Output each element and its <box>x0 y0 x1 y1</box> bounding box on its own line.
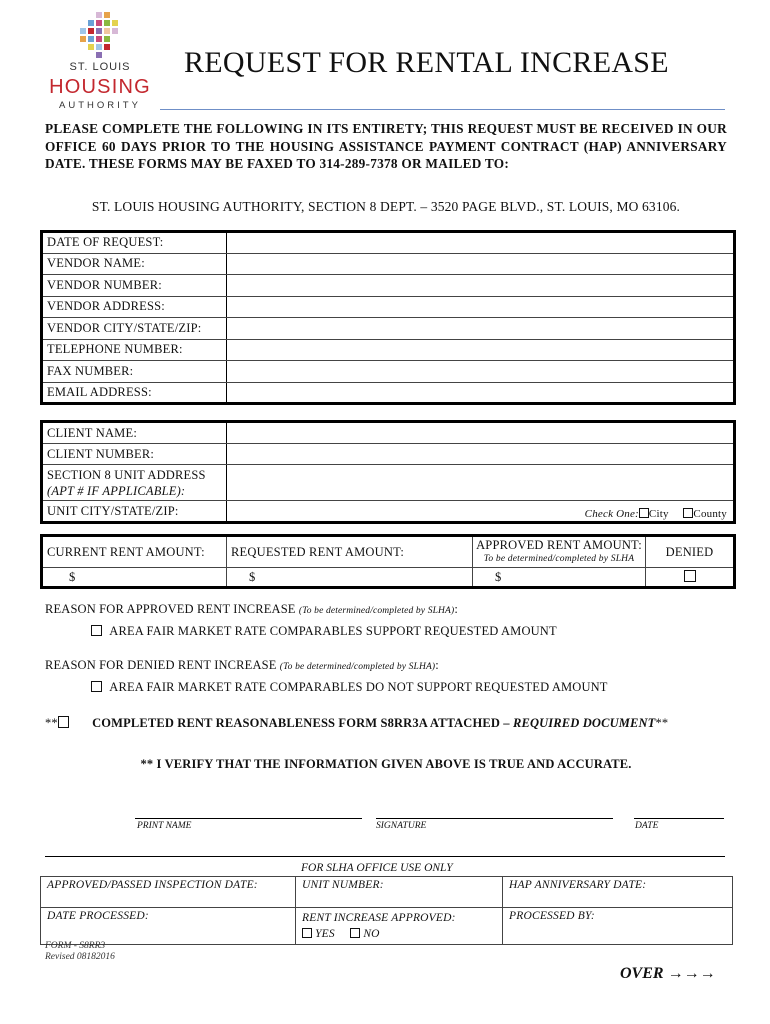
signature-line[interactable] <box>376 818 613 819</box>
requested-rent-currency: $ <box>249 569 256 584</box>
reasonableness-checkbox[interactable] <box>58 716 69 728</box>
denied-reason-colon: : <box>435 658 439 672</box>
approved-reason-label: REASON FOR APPROVED RENT INCREASE <box>45 602 296 616</box>
logo-tile <box>80 28 86 34</box>
denied-checkbox[interactable] <box>684 570 696 582</box>
client-number-field[interactable] <box>227 444 735 465</box>
hap-anniversary-date-label: HAP ANNIVERSARY DATE: <box>503 877 733 908</box>
date-of-request-field[interactable] <box>227 232 735 254</box>
reasonableness-end-stars: ** <box>655 716 669 730</box>
logo-tile <box>104 36 110 42</box>
unit-address-note: (APT # IF APPLICABLE): <box>47 483 186 498</box>
city-option-label: City <box>648 508 669 520</box>
no-checkbox[interactable] <box>350 928 360 938</box>
verification-statement: ** I VERIFY THAT THE INFORMATION GIVEN ABOVE IS TRUE AND ACCURATE. <box>140 757 632 771</box>
date-of-request-label: DATE OF REQUEST: <box>42 232 227 254</box>
form-number: FORM - S8RR3 <box>45 941 106 951</box>
logo-mark <box>76 12 124 62</box>
requested-rent-field[interactable] <box>227 568 473 588</box>
current-rent-field[interactable] <box>42 568 227 588</box>
city-county-selector <box>585 508 727 520</box>
reasonableness-text: COMPLETED RENT REASONABLENESS FORM S8RR3A ATTACHED – <box>92 716 513 730</box>
unit-address-label-text: SECTION 8 UNIT ADDRESS <box>47 467 206 482</box>
client-name-field[interactable] <box>227 422 735 444</box>
approved-inspection-date-label: APPROVED/PASSED INSPECTION DATE: <box>41 877 296 908</box>
logo-tile <box>96 20 102 26</box>
approved-rent-field[interactable] <box>473 568 646 588</box>
unit-number-label: UNIT NUMBER: <box>296 877 503 908</box>
vendor-city-state-zip-field[interactable] <box>227 318 735 340</box>
logo-tile <box>88 28 94 34</box>
logo-tile <box>96 36 102 42</box>
unit-city-state-zip-label: UNIT CITY/STATE/ZIP: <box>42 501 227 523</box>
vendor-city-state-zip-label: VENDOR CITY/STATE/ZIP: <box>42 318 227 340</box>
denied-reason-label: REASON FOR DENIED RENT INCREASE <box>45 658 277 672</box>
logo-tile <box>88 36 94 42</box>
email-address-label: EMAIL ADDRESS: <box>42 382 227 404</box>
approved-reason-note: (To be determined/completed by SLHA) <box>298 606 455 616</box>
vendor-address-label: VENDOR ADDRESS: <box>42 296 227 318</box>
logo-tile <box>96 28 102 34</box>
title-divider <box>160 109 725 110</box>
approved-rent-header <box>473 536 646 568</box>
logo-tile <box>96 52 102 58</box>
office-use-divider <box>45 856 725 857</box>
logo-tile <box>88 20 94 26</box>
current-rent-label: CURRENT RENT AMOUNT: <box>42 536 227 568</box>
fax-number-label: FAX NUMBER: <box>42 361 227 383</box>
logo-tile <box>104 28 110 34</box>
mailing-address: ST. LOUIS HOUSING AUTHORITY, SECTION 8 DEPT. – 3520 PAGE BLVD., ST. LOUIS, MO 63106. <box>91 199 681 214</box>
fax-number-field[interactable] <box>227 361 735 383</box>
logo-tile <box>112 28 118 34</box>
approved-rent-label: APPROVED RENT AMOUNT: <box>476 538 642 552</box>
denied-reason-note: (To be determined/completed by SLHA) <box>279 662 436 672</box>
logo-tile <box>112 20 118 26</box>
rent-increase-approved-label: RENT INCREASE APPROVED: <box>302 912 456 924</box>
processed-by-label: PROCESSED BY: <box>503 908 733 945</box>
logo-tile <box>104 20 110 26</box>
vendor-number-label: VENDOR NUMBER: <box>42 275 227 297</box>
rent-increase-approved-cell <box>296 908 503 945</box>
over-indicator: OVER →→→ <box>620 965 716 982</box>
client-info-table <box>40 420 736 524</box>
rent-amount-table <box>40 534 736 589</box>
approved-reason-option-text: AREA FAIR MARKET RATE COMPARABLES SUPPORT REQUESTED AMOUNT <box>109 624 557 638</box>
yes-checkbox[interactable] <box>302 928 312 938</box>
form-identifier <box>45 941 115 963</box>
denied-reason-checkbox[interactable] <box>91 681 102 692</box>
reasonableness-required: REQUIRED DOCUMENT <box>512 716 656 730</box>
client-name-label: CLIENT NAME: <box>42 422 227 444</box>
form-revision: Revised 08182016 <box>45 952 115 962</box>
vendor-number-field[interactable] <box>227 275 735 297</box>
vendor-info-table <box>40 230 736 405</box>
logo-tile <box>80 36 86 42</box>
signature-caption: SIGNATURE <box>376 821 427 831</box>
approved-rent-currency: $ <box>495 569 502 584</box>
date-processed-label: DATE PROCESSED: <box>41 908 296 945</box>
date-caption: DATE <box>635 821 659 831</box>
logo-tile <box>104 44 110 50</box>
client-number-label: CLIENT NUMBER: <box>42 444 227 465</box>
office-use-table <box>40 876 733 945</box>
print-name-caption: PRINT NAME <box>137 821 192 831</box>
reasonableness-line <box>45 716 668 731</box>
county-checkbox[interactable] <box>683 508 693 518</box>
date-line[interactable] <box>634 818 724 819</box>
current-rent-currency: $ <box>69 569 76 584</box>
logo-top-text: ST. LOUIS <box>69 61 131 73</box>
logo-tile <box>96 12 102 18</box>
print-name-line[interactable] <box>135 818 362 819</box>
approved-rent-note: To be determined/completed by SLHA <box>483 554 635 564</box>
telephone-number-label: TELEPHONE NUMBER: <box>42 339 227 361</box>
vendor-name-field[interactable] <box>227 253 735 275</box>
logo-tile <box>88 44 94 50</box>
denied-label: DENIED <box>646 536 735 568</box>
yes-label: YES <box>315 928 335 940</box>
rent-increase-approved-options <box>302 926 496 942</box>
page-title: REQUEST FOR RENTAL INCREASE <box>184 46 669 79</box>
requested-rent-label: REQUESTED RENT AMOUNT: <box>227 536 473 568</box>
logo-bottom-text: AUTHORITY <box>59 100 141 111</box>
logo-tile <box>96 44 102 50</box>
city-checkbox[interactable] <box>639 508 649 518</box>
vendor-address-field[interactable] <box>227 296 735 318</box>
denied-reason-heading <box>45 658 439 673</box>
email-address-field[interactable] <box>227 382 735 404</box>
approved-reason-colon: : <box>454 602 458 616</box>
unit-city-state-zip-field[interactable] <box>227 501 735 523</box>
unit-address-label <box>42 465 227 501</box>
denied-reason-option <box>91 680 608 695</box>
telephone-number-field[interactable] <box>227 339 735 361</box>
reasonableness-stars: ** <box>45 716 58 730</box>
no-label: NO <box>363 928 380 940</box>
logo-main-text: HOUSING <box>49 76 151 98</box>
check-one-label: Check One: <box>584 508 639 520</box>
county-option-label: County <box>693 508 727 520</box>
vendor-name-label: VENDOR NAME: <box>42 253 227 275</box>
office-use-heading: FOR SLHA OFFICE USE ONLY <box>301 862 453 874</box>
denied-checkbox-cell <box>646 568 735 588</box>
approved-reason-checkbox[interactable] <box>91 625 102 636</box>
instructions-text: PLEASE COMPLETE THE FOLLOWING IN ITS ENTIRETY; THIS REQUEST MUST BE RECEIVED IN OUR OFFICE 60 DAYS PRIOR TO THE HOUSING ASSISTANCE PAYMENT CONTRACT (HAP) ANNIVERSARY DATE. THESE FORMS MAY BE FAXED TO 314-289-7378 OR MAILED TO: <box>45 121 727 171</box>
approved-reason-option <box>91 624 557 639</box>
approved-reason-heading <box>45 602 458 617</box>
unit-address-field[interactable] <box>227 465 735 501</box>
denied-reason-option-text: AREA FAIR MARKET RATE COMPARABLES DO NOT SUPPORT REQUESTED AMOUNT <box>109 680 608 694</box>
logo-tile <box>104 12 110 18</box>
